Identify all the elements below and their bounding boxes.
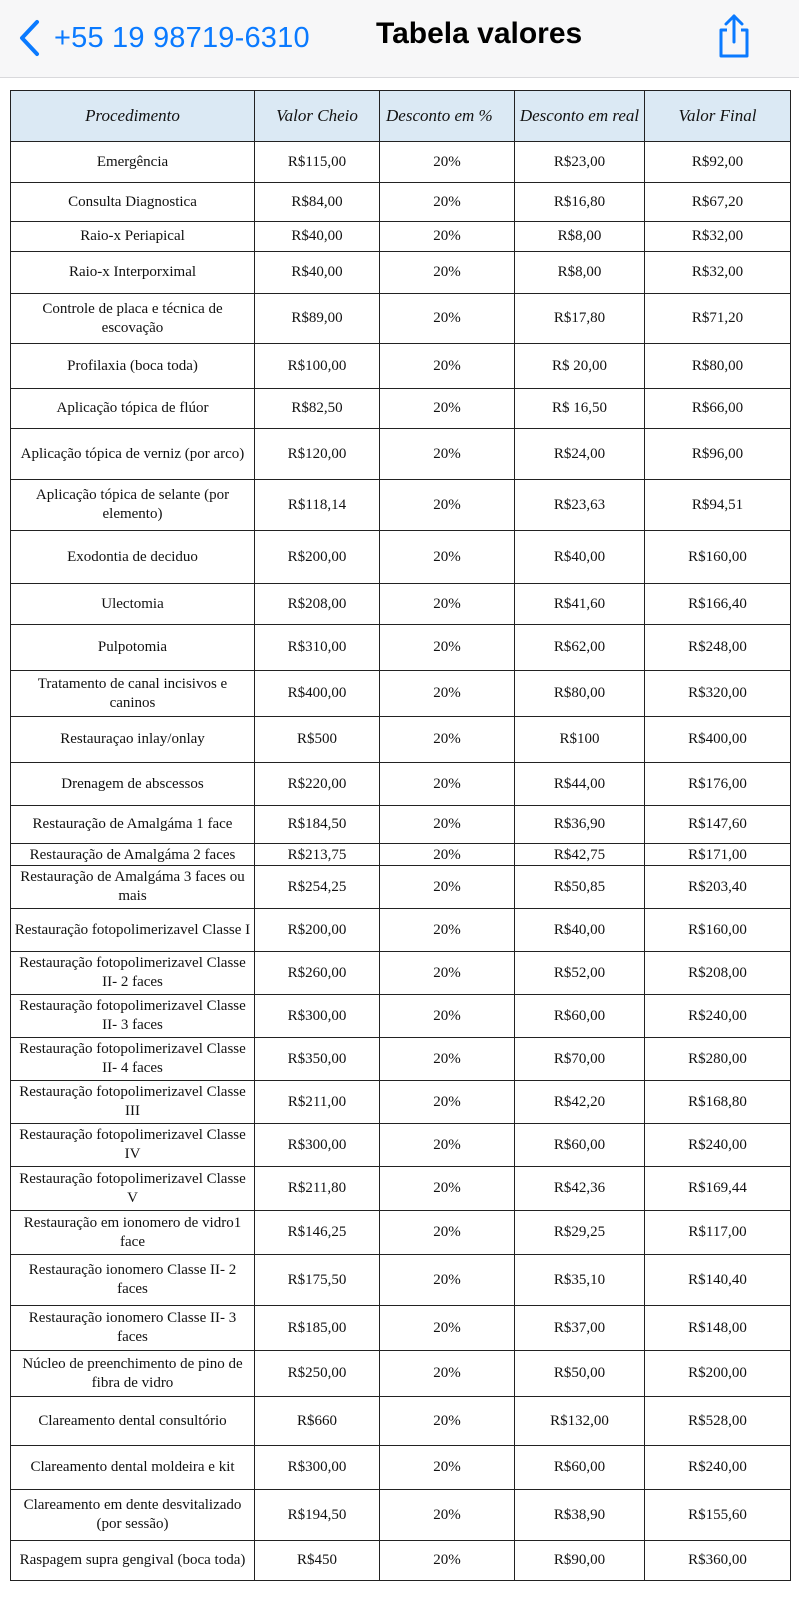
table-row <box>11 222 791 252</box>
navigation-bar <box>0 0 799 78</box>
table-row <box>11 995 791 1038</box>
table-row <box>11 1038 791 1081</box>
cell-procedimento: Clareamento em dente desvitalizado (por sessão) <box>11 1490 255 1541</box>
cell-valor-final: R$92,00 <box>645 142 791 183</box>
cell-procedimento: Restauração de Amalgáma 1 face <box>11 806 255 844</box>
cell-desconto-real: R$17,80 <box>515 294 645 344</box>
cell-desconto-pct: 20% <box>380 1397 515 1446</box>
cell-desconto-pct: 20% <box>380 584 515 625</box>
cell-valor-final: R$94,51 <box>645 480 791 531</box>
column-header-valor-final: Valor Final <box>645 91 791 142</box>
cell-valor-cheio: R$208,00 <box>255 584 380 625</box>
cell-procedimento: Núcleo de preenchimento de pino de fibra de vidro <box>11 1351 255 1397</box>
table-row <box>11 480 791 531</box>
chevron-left-icon <box>18 19 40 57</box>
table-row <box>11 1397 791 1446</box>
cell-desconto-pct: 20% <box>380 1541 515 1581</box>
cell-procedimento: Restauração de Amalgáma 3 faces ou mais <box>11 866 255 909</box>
cell-procedimento: Restauraçao inlay/onlay <box>11 717 255 763</box>
cell-procedimento: Restauração em ionomero de vidro1 face <box>11 1211 255 1255</box>
column-header-desconto-real: Desconto em real <box>515 91 645 142</box>
cell-valor-cheio: R$211,00 <box>255 1081 380 1124</box>
cell-valor-cheio: R$175,50 <box>255 1255 380 1306</box>
cell-desconto-pct: 20% <box>380 763 515 806</box>
cell-desconto-real: R$80,00 <box>515 671 645 717</box>
cell-valor-final: R$400,00 <box>645 717 791 763</box>
cell-valor-final: R$32,00 <box>645 222 791 252</box>
cell-procedimento: Exodontia de deciduo <box>11 531 255 584</box>
cell-valor-final: R$160,00 <box>645 531 791 584</box>
cell-desconto-real: R$36,90 <box>515 806 645 844</box>
cell-valor-final: R$67,20 <box>645 183 791 222</box>
cell-desconto-pct: 20% <box>380 844 515 866</box>
back-button[interactable] <box>18 18 310 58</box>
cell-desconto-real: R$40,00 <box>515 909 645 952</box>
cell-desconto-real: R$132,00 <box>515 1397 645 1446</box>
share-icon <box>716 47 752 64</box>
cell-valor-cheio: R$254,25 <box>255 866 380 909</box>
cell-procedimento: Tratamento de canal incisivos e caninos <box>11 671 255 717</box>
cell-desconto-pct: 20% <box>380 222 515 252</box>
cell-valor-cheio: R$660 <box>255 1397 380 1446</box>
cell-desconto-real: R$60,00 <box>515 995 645 1038</box>
cell-desconto-pct: 20% <box>380 995 515 1038</box>
cell-procedimento: Pulpotomia <box>11 625 255 671</box>
cell-valor-final: R$147,60 <box>645 806 791 844</box>
cell-desconto-real: R$42,75 <box>515 844 645 866</box>
cell-valor-cheio: R$310,00 <box>255 625 380 671</box>
cell-valor-final: R$117,00 <box>645 1211 791 1255</box>
cell-desconto-pct: 20% <box>380 1446 515 1490</box>
cell-desconto-real: R$35,10 <box>515 1255 645 1306</box>
cell-desconto-pct: 20% <box>380 1038 515 1081</box>
cell-valor-cheio: R$220,00 <box>255 763 380 806</box>
table-row <box>11 584 791 625</box>
cell-valor-cheio: R$300,00 <box>255 995 380 1038</box>
cell-procedimento: Restauração fotopolimerizavel Classe IV <box>11 1124 255 1167</box>
column-header-desconto-pct: Desconto em % <box>380 91 515 142</box>
cell-desconto-pct: 20% <box>380 1081 515 1124</box>
cell-procedimento: Raspagem supra gengival (boca toda) <box>11 1541 255 1581</box>
cell-procedimento: Aplicação tópica de selante (por elemento) <box>11 480 255 531</box>
cell-desconto-real: R$37,00 <box>515 1306 645 1351</box>
cell-desconto-real: R$16,80 <box>515 183 645 222</box>
cell-valor-final: R$168,80 <box>645 1081 791 1124</box>
price-table <box>10 90 791 1581</box>
table-row <box>11 1211 791 1255</box>
cell-procedimento: Raio-x Interporximal <box>11 252 255 294</box>
table-row <box>11 844 791 866</box>
cell-desconto-pct: 20% <box>380 1124 515 1167</box>
cell-valor-final: R$320,00 <box>645 671 791 717</box>
cell-valor-final: R$203,40 <box>645 866 791 909</box>
table-row <box>11 717 791 763</box>
cell-procedimento: Restauração ionomero Classe II- 3 faces <box>11 1306 255 1351</box>
cell-procedimento: Restauração ionomero Classe II- 2 faces <box>11 1255 255 1306</box>
cell-valor-cheio: R$211,80 <box>255 1167 380 1211</box>
cell-valor-cheio: R$300,00 <box>255 1124 380 1167</box>
cell-procedimento: Clareamento dental consultório <box>11 1397 255 1446</box>
table-header-row <box>11 91 791 142</box>
cell-desconto-real: R$42,20 <box>515 1081 645 1124</box>
cell-procedimento: Drenagem de abscessos <box>11 763 255 806</box>
cell-procedimento: Restauração fotopolimerizavel Classe I <box>11 909 255 952</box>
column-header-procedimento: Procedimento <box>11 91 255 142</box>
cell-desconto-pct: 20% <box>380 1351 515 1397</box>
cell-desconto-real: R$42,36 <box>515 1167 645 1211</box>
table-row <box>11 1081 791 1124</box>
cell-procedimento: Restauração fotopolimerizavel Classe II- 3 faces <box>11 995 255 1038</box>
cell-valor-cheio: R$250,00 <box>255 1351 380 1397</box>
cell-procedimento: Restauração fotopolimerizavel Classe II- 2 faces <box>11 952 255 995</box>
cell-valor-cheio: R$89,00 <box>255 294 380 344</box>
cell-valor-final: R$240,00 <box>645 1446 791 1490</box>
cell-valor-cheio: R$84,00 <box>255 183 380 222</box>
cell-valor-final: R$280,00 <box>645 1038 791 1081</box>
cell-desconto-real: R$44,00 <box>515 763 645 806</box>
cell-procedimento: Clareamento dental moldeira e kit <box>11 1446 255 1490</box>
cell-valor-final: R$155,60 <box>645 1490 791 1541</box>
table-row <box>11 763 791 806</box>
cell-procedimento: Consulta Diagnostica <box>11 183 255 222</box>
table-row <box>11 531 791 584</box>
cell-desconto-real: R$60,00 <box>515 1446 645 1490</box>
table-row <box>11 183 791 222</box>
cell-valor-final: R$166,40 <box>645 584 791 625</box>
cell-desconto-pct: 20% <box>380 625 515 671</box>
cell-desconto-real: R$90,00 <box>515 1541 645 1581</box>
cell-valor-final: R$66,00 <box>645 389 791 429</box>
cell-valor-cheio: R$185,00 <box>255 1306 380 1351</box>
cell-desconto-real: R$52,00 <box>515 952 645 995</box>
cell-valor-final: R$71,20 <box>645 294 791 344</box>
cell-valor-cheio: R$115,00 <box>255 142 380 183</box>
cell-desconto-pct: 20% <box>380 909 515 952</box>
cell-procedimento: Restauração de Amalgáma 2 faces <box>11 844 255 866</box>
cell-valor-final: R$96,00 <box>645 429 791 480</box>
price-table-container <box>10 90 790 1581</box>
cell-valor-cheio: R$120,00 <box>255 429 380 480</box>
cell-desconto-real: R$62,00 <box>515 625 645 671</box>
cell-desconto-real: R$ 20,00 <box>515 344 645 389</box>
cell-valor-cheio: R$118,14 <box>255 480 380 531</box>
table-row <box>11 671 791 717</box>
cell-valor-final: R$148,00 <box>645 1306 791 1351</box>
cell-valor-cheio: R$450 <box>255 1541 380 1581</box>
cell-valor-final: R$176,00 <box>645 763 791 806</box>
table-row <box>11 142 791 183</box>
table-row <box>11 1541 791 1581</box>
cell-desconto-pct: 20% <box>380 252 515 294</box>
cell-desconto-pct: 20% <box>380 389 515 429</box>
cell-desconto-real: R$41,60 <box>515 584 645 625</box>
cell-procedimento: Restauração fotopolimerizavel Classe III <box>11 1081 255 1124</box>
cell-valor-final: R$240,00 <box>645 995 791 1038</box>
cell-valor-final: R$200,00 <box>645 1351 791 1397</box>
cell-valor-cheio: R$82,50 <box>255 389 380 429</box>
cell-desconto-real: R$60,00 <box>515 1124 645 1167</box>
cell-desconto-pct: 20% <box>380 344 515 389</box>
cell-desconto-real: R$8,00 <box>515 222 645 252</box>
cell-desconto-pct: 20% <box>380 952 515 995</box>
cell-procedimento: Profilaxia (boca toda) <box>11 344 255 389</box>
cell-desconto-real: R$38,90 <box>515 1490 645 1541</box>
cell-valor-cheio: R$40,00 <box>255 252 380 294</box>
cell-desconto-pct: 20% <box>380 1167 515 1211</box>
cell-valor-final: R$208,00 <box>645 952 791 995</box>
cell-valor-cheio: R$213,75 <box>255 844 380 866</box>
cell-valor-final: R$171,00 <box>645 844 791 866</box>
cell-desconto-pct: 20% <box>380 1255 515 1306</box>
cell-valor-cheio: R$350,00 <box>255 1038 380 1081</box>
cell-valor-final: R$169,44 <box>645 1167 791 1211</box>
cell-procedimento: Aplicação tópica de verniz (por arco) <box>11 429 255 480</box>
cell-procedimento: Ulectomia <box>11 584 255 625</box>
table-row <box>11 389 791 429</box>
cell-desconto-pct: 20% <box>380 1306 515 1351</box>
table-row <box>11 1167 791 1211</box>
cell-procedimento: Raio-x Periapical <box>11 222 255 252</box>
table-row <box>11 866 791 909</box>
cell-procedimento: Controle de placa e técnica de escovação <box>11 294 255 344</box>
table-row <box>11 294 791 344</box>
cell-desconto-real: R$23,00 <box>515 142 645 183</box>
table-row <box>11 1255 791 1306</box>
cell-procedimento: Emergência <box>11 142 255 183</box>
cell-desconto-real: R$24,00 <box>515 429 645 480</box>
cell-valor-cheio: R$100,00 <box>255 344 380 389</box>
cell-procedimento: Restauração fotopolimerizavel Classe V <box>11 1167 255 1211</box>
table-row <box>11 1446 791 1490</box>
table-row <box>11 252 791 294</box>
table-row <box>11 952 791 995</box>
table-row <box>11 344 791 389</box>
share-button[interactable] <box>716 12 752 65</box>
cell-valor-cheio: R$260,00 <box>255 952 380 995</box>
cell-valor-final: R$160,00 <box>645 909 791 952</box>
table-row <box>11 1351 791 1397</box>
cell-desconto-pct: 20% <box>380 183 515 222</box>
table-row <box>11 909 791 952</box>
cell-desconto-real: R$8,00 <box>515 252 645 294</box>
cell-desconto-pct: 20% <box>380 717 515 763</box>
cell-valor-final: R$32,00 <box>645 252 791 294</box>
cell-valor-cheio: R$200,00 <box>255 531 380 584</box>
cell-procedimento: Aplicação tópica de flúor <box>11 389 255 429</box>
cell-desconto-real: R$40,00 <box>515 531 645 584</box>
contact-phone: +55 19 98719-6310 <box>54 21 310 54</box>
table-row <box>11 806 791 844</box>
cell-valor-cheio: R$300,00 <box>255 1446 380 1490</box>
cell-desconto-real: R$29,25 <box>515 1211 645 1255</box>
table-row <box>11 1490 791 1541</box>
cell-desconto-pct: 20% <box>380 142 515 183</box>
cell-procedimento: Restauração fotopolimerizavel Classe II- 4 faces <box>11 1038 255 1081</box>
cell-valor-cheio: R$194,50 <box>255 1490 380 1541</box>
cell-desconto-pct: 20% <box>380 1490 515 1541</box>
cell-desconto-real: R$50,85 <box>515 866 645 909</box>
cell-valor-cheio: R$500 <box>255 717 380 763</box>
cell-valor-final: R$360,00 <box>645 1541 791 1581</box>
page-title: Tabela valores <box>376 17 583 50</box>
table-row <box>11 625 791 671</box>
cell-desconto-pct: 20% <box>380 531 515 584</box>
cell-valor-final: R$140,40 <box>645 1255 791 1306</box>
cell-desconto-real: R$50,00 <box>515 1351 645 1397</box>
table-row <box>11 429 791 480</box>
cell-desconto-pct: 20% <box>380 480 515 531</box>
table-body <box>11 142 791 1581</box>
cell-valor-cheio: R$184,50 <box>255 806 380 844</box>
cell-valor-final: R$248,00 <box>645 625 791 671</box>
cell-desconto-real: R$70,00 <box>515 1038 645 1081</box>
cell-valor-final: R$240,00 <box>645 1124 791 1167</box>
cell-valor-final: R$528,00 <box>645 1397 791 1446</box>
cell-desconto-real: R$23,63 <box>515 480 645 531</box>
cell-desconto-pct: 20% <box>380 294 515 344</box>
cell-valor-final: R$80,00 <box>645 344 791 389</box>
cell-desconto-real: R$100 <box>515 717 645 763</box>
column-header-valor-cheio: Valor Cheio <box>255 91 380 142</box>
cell-desconto-pct: 20% <box>380 1211 515 1255</box>
cell-desconto-pct: 20% <box>380 866 515 909</box>
cell-desconto-real: R$ 16,50 <box>515 389 645 429</box>
cell-valor-cheio: R$200,00 <box>255 909 380 952</box>
table-row <box>11 1124 791 1167</box>
cell-desconto-pct: 20% <box>380 806 515 844</box>
cell-desconto-pct: 20% <box>380 429 515 480</box>
cell-valor-cheio: R$40,00 <box>255 222 380 252</box>
cell-desconto-pct: 20% <box>380 671 515 717</box>
table-row <box>11 1306 791 1351</box>
cell-valor-cheio: R$146,25 <box>255 1211 380 1255</box>
cell-valor-cheio: R$400,00 <box>255 671 380 717</box>
